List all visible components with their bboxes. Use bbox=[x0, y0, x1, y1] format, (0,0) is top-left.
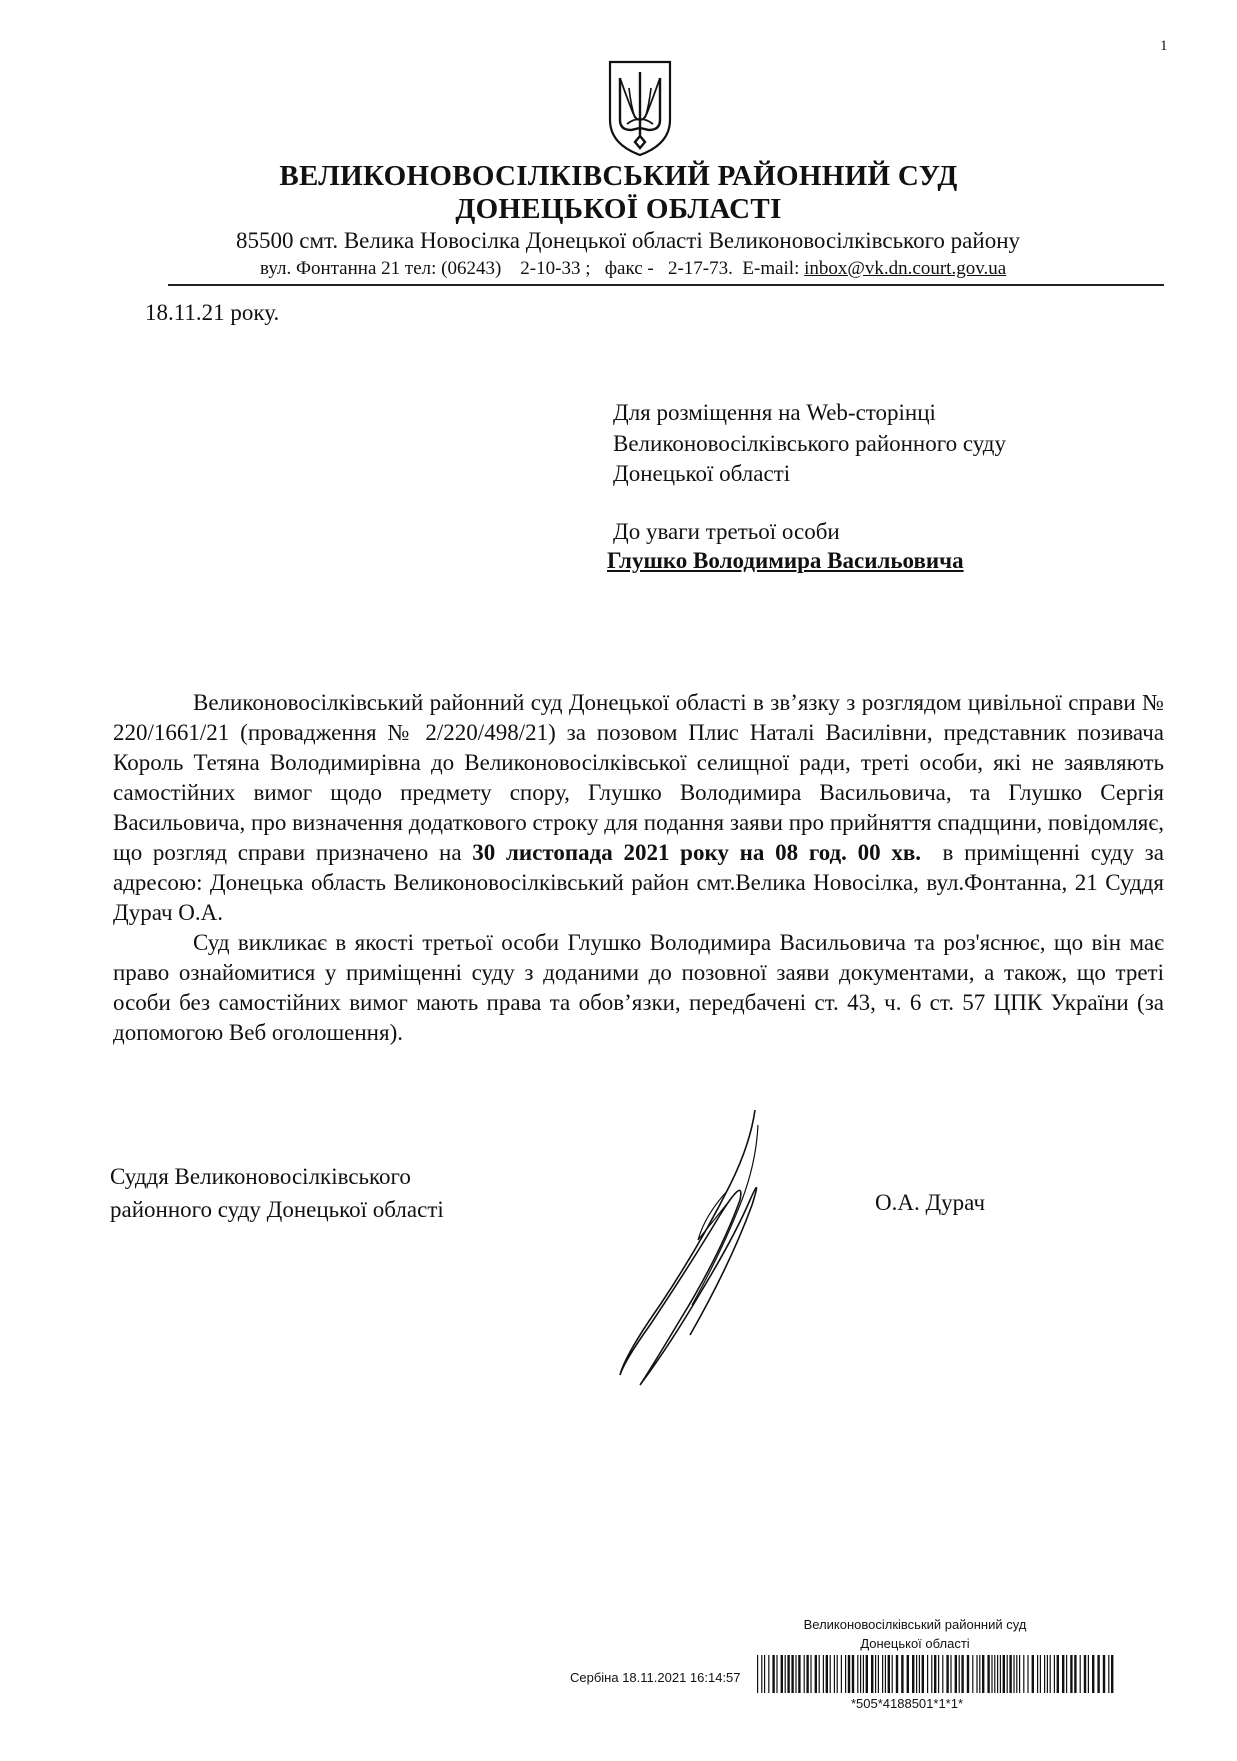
barcode-bar bbox=[997, 1655, 998, 1693]
barcode-bar bbox=[901, 1655, 903, 1693]
coat-of-arms-icon bbox=[605, 58, 675, 158]
body-paragraph-2: Суд викликає в якості третьої особи Глушко Володимира Васильовича та роз'яснює, що він має право ознайомитися у приміщенні суду з доданими до позовної заяви документами, а також, що треті особи без самостійних вимог мають права та обов’язки, передбачені ст. 43, ч. 6 ст. 57 ЦПК України (за допомогою Веб оголошення). bbox=[113, 930, 1164, 1045]
barcode-bar bbox=[1057, 1655, 1059, 1693]
barcode-bar bbox=[785, 1655, 786, 1693]
barcode-bar bbox=[1044, 1655, 1045, 1693]
barcode-bar bbox=[1092, 1655, 1094, 1693]
barcode-bar bbox=[919, 1655, 920, 1693]
barcode-bar bbox=[934, 1655, 936, 1693]
barcode-bar bbox=[1054, 1655, 1055, 1693]
barcode-bar bbox=[892, 1655, 893, 1693]
barcode-bar bbox=[1097, 1655, 1099, 1693]
barcode-bar bbox=[819, 1655, 820, 1693]
barcode-bar bbox=[955, 1655, 957, 1693]
barcode-bar bbox=[804, 1655, 805, 1693]
barcode-bar bbox=[1040, 1655, 1041, 1693]
barcode-bar bbox=[946, 1655, 948, 1693]
barcode-bar bbox=[806, 1655, 808, 1693]
barcode-bar bbox=[982, 1655, 984, 1693]
barcode-bar bbox=[768, 1655, 769, 1693]
barcode-bar bbox=[916, 1655, 917, 1693]
barcode-bar bbox=[845, 1655, 846, 1693]
barcode-bar bbox=[1103, 1655, 1105, 1693]
barcode-bar bbox=[987, 1655, 989, 1693]
barcode-bar bbox=[927, 1655, 928, 1693]
barcode-bar bbox=[1108, 1655, 1109, 1693]
barcode-bar bbox=[882, 1655, 883, 1693]
barcode-bar bbox=[1027, 1655, 1028, 1693]
barcode-bar bbox=[1111, 1655, 1113, 1693]
barcode-bar bbox=[878, 1655, 879, 1693]
barcode-bar bbox=[866, 1655, 868, 1693]
barcode-bar bbox=[938, 1655, 939, 1693]
barcode-bar bbox=[791, 1655, 793, 1693]
court-name-line2: ДОНЕЦЬКОЇ ОБЛАСТІ bbox=[455, 193, 782, 225]
judge-title-line1: Суддя Великоновосілківського bbox=[110, 1164, 411, 1189]
barcode-bar bbox=[764, 1655, 765, 1693]
barcode-bar bbox=[826, 1655, 828, 1693]
stamp-signer: Сербіна 18.11.2021 16:14:57 bbox=[570, 1670, 741, 1685]
barcode-bar bbox=[1066, 1655, 1067, 1693]
body-paragraph-1-text: Великоновосілківський районний суд Донецької області в зв’язку з розглядом цивільної справи № 220/1661/21 (провадження № 2/220/498/21) за позовом Плис Наталі Василівни, представник позивача Король Тетяна Володимирівна до Великоновосілківської селищної ради, треті особи, які не заявляють самостійних вимог щодо предмету спору, Глушко Володимира Васильовича, та Глушко Сергія Васильовича, про визначення додаткового строку для подання заяви про прийняття спадщини, повідомляє, що розгляд справи призначено на bbox=[113, 690, 1164, 865]
court-address-line1: 85500 смт. Велика Новосілка Донецької області Великоновосілківського району bbox=[236, 228, 1020, 253]
stamp-court-line1: Великоновосілківський районний суд bbox=[803, 1617, 1027, 1632]
barcode-bar bbox=[1070, 1655, 1072, 1693]
barcode-bar bbox=[848, 1655, 850, 1693]
barcode-bar bbox=[896, 1655, 898, 1693]
judge-title-line2: районного суду Донецької області bbox=[110, 1197, 444, 1222]
barcode-number: *505*4188501*1*1* bbox=[850, 1696, 964, 1711]
header-divider bbox=[168, 284, 1164, 286]
barcode-bar bbox=[857, 1655, 858, 1693]
letter-date: 18.11.21 року. bbox=[145, 300, 280, 325]
barcode-bar bbox=[922, 1655, 924, 1693]
barcode-bar bbox=[885, 1655, 886, 1693]
barcode-bar bbox=[776, 1655, 777, 1693]
barcode bbox=[757, 1655, 1117, 1693]
barcode-bar bbox=[1074, 1655, 1076, 1693]
barcode-bar bbox=[852, 1655, 854, 1693]
court-email-link[interactable]: inbox@vk.dn.court.gov.ua bbox=[804, 258, 1007, 279]
hearing-datetime: 30 листопада 2021 року на 08 год. 00 хв. bbox=[472, 840, 922, 865]
barcode-bar bbox=[1088, 1655, 1089, 1693]
handwritten-signature bbox=[580, 1105, 810, 1395]
court-contacts: вул. Фонтанна 21 тел: (06243) 2-10-33 ; факс - 2-17-73. E-mail: bbox=[260, 258, 805, 279]
barcode-bar bbox=[1019, 1655, 1020, 1693]
barcode-bar bbox=[1084, 1655, 1086, 1693]
recipient-placement-line3: Донецької області bbox=[613, 461, 791, 486]
barcode-bar bbox=[1009, 1655, 1011, 1693]
barcode-bar bbox=[942, 1655, 943, 1693]
barcode-bar bbox=[961, 1655, 963, 1693]
barcode-bar bbox=[761, 1655, 762, 1693]
barcode-bar bbox=[1000, 1655, 1001, 1693]
barcode-bar bbox=[860, 1655, 861, 1693]
barcode-bar bbox=[994, 1655, 995, 1693]
barcode-bar bbox=[841, 1655, 842, 1693]
barcode-bar bbox=[837, 1655, 838, 1693]
barcode-bar bbox=[830, 1655, 831, 1693]
barcode-bar bbox=[1080, 1655, 1081, 1693]
barcode-bar bbox=[950, 1655, 951, 1693]
barcode-bar bbox=[871, 1655, 873, 1693]
barcode-bar bbox=[907, 1655, 909, 1693]
barcode-bar bbox=[823, 1655, 824, 1693]
barcode-bar bbox=[979, 1655, 980, 1693]
barcode-bar bbox=[772, 1655, 774, 1693]
recipient-attention-line: До уваги третьої особи bbox=[613, 519, 840, 544]
barcode-bar bbox=[976, 1655, 977, 1693]
barcode-bar bbox=[1062, 1655, 1064, 1693]
letter-body bbox=[113, 688, 1170, 1048]
barcode-bar bbox=[815, 1655, 817, 1693]
barcode-bar bbox=[967, 1655, 969, 1693]
barcode-bar bbox=[795, 1655, 796, 1693]
barcode-bar bbox=[1007, 1655, 1008, 1693]
barcode-bar bbox=[757, 1655, 758, 1693]
barcode-bar bbox=[888, 1655, 890, 1693]
barcode-bar bbox=[1047, 1655, 1048, 1693]
barcode-bar bbox=[1016, 1655, 1017, 1693]
body-paragraph-1 bbox=[113, 688, 1170, 928]
court-address-line2 bbox=[260, 258, 1006, 280]
barcode-bar bbox=[810, 1655, 811, 1693]
recipient-name: Глушко Володимира Васильовича bbox=[607, 548, 964, 573]
stamp-court-line2: Донецької області bbox=[860, 1636, 970, 1651]
barcode-bar bbox=[863, 1655, 864, 1693]
barcode-bar bbox=[959, 1655, 960, 1693]
barcode-bar bbox=[1003, 1655, 1005, 1693]
barcode-bar bbox=[798, 1655, 800, 1693]
barcode-bar bbox=[931, 1655, 932, 1693]
barcode-bar bbox=[1032, 1655, 1034, 1693]
barcode-bar bbox=[1013, 1655, 1014, 1693]
recipient-placement-line1: Для розміщення на Web-сторінці bbox=[613, 400, 936, 425]
barcode-bar bbox=[787, 1655, 789, 1693]
barcode-bar bbox=[875, 1655, 876, 1693]
barcode-bar bbox=[1023, 1655, 1024, 1693]
barcode-bar bbox=[1050, 1655, 1051, 1693]
court-name-line1: ВЕЛИКОНОВОСІЛКІВСЬКИЙ РАЙОННИЙ СУД bbox=[279, 160, 958, 192]
judge-name: О.А. Дурач bbox=[875, 1190, 986, 1215]
barcode-bar bbox=[991, 1655, 992, 1693]
barcode-bar bbox=[1037, 1655, 1038, 1693]
barcode-bar bbox=[912, 1655, 914, 1693]
recipient-placement-line2: Великоновосілківського районного суду bbox=[613, 431, 1007, 456]
body-paragraph-1-tail: в приміщенні суду за адресою: Донецька область Великоновосілківський район смт.Велика Новосілка, вул.Фонтанна, 21 Суддя Дурач О.А. bbox=[113, 840, 1170, 925]
judge-title bbox=[110, 1160, 444, 1226]
barcode-bar bbox=[972, 1655, 973, 1693]
barcode-bar bbox=[834, 1655, 835, 1693]
barcode-bar bbox=[781, 1655, 783, 1693]
page-number: 1 bbox=[1160, 38, 1168, 54]
